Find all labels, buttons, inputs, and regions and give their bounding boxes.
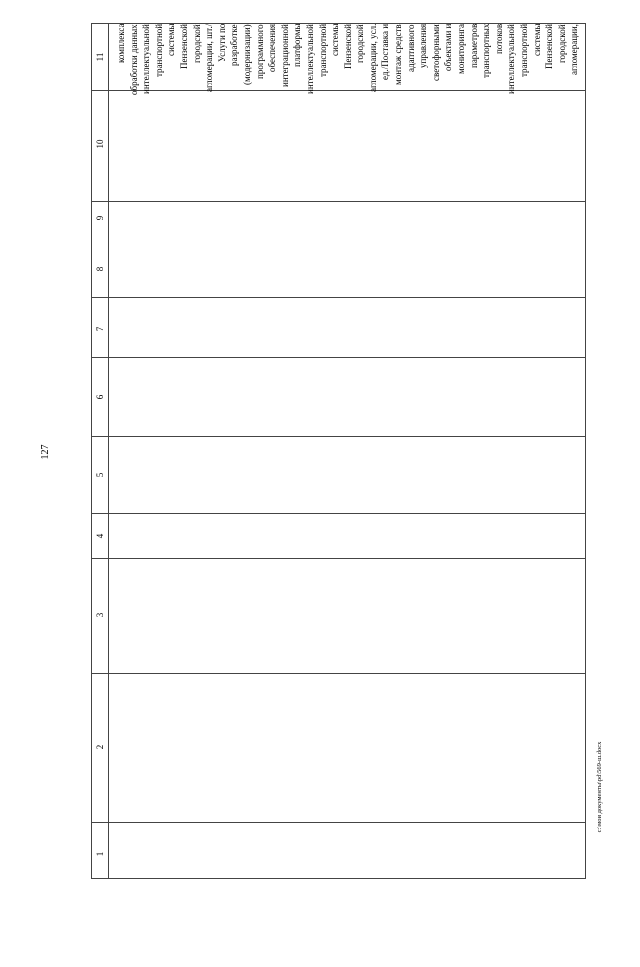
col10-line: системы: [531, 24, 542, 57]
col10-line: программного: [254, 24, 265, 79]
col10-line: городской: [191, 24, 202, 63]
col10-line: транспортной: [153, 24, 164, 78]
col10-line: агломерации,: [569, 24, 580, 75]
col10-line: (модернизации): [241, 24, 252, 85]
col10-line: транспортных: [481, 24, 492, 79]
col-header-1: 1: [95, 851, 105, 857]
col-header-2: 2: [95, 744, 105, 750]
col10-line: обработки данных: [128, 24, 139, 95]
col10-line: комплекса: [116, 24, 126, 64]
col10-line: параметров: [468, 24, 479, 69]
col10-line: системы: [166, 24, 177, 57]
col-header-5: 5: [95, 472, 105, 478]
col10-line: системы: [330, 24, 341, 57]
col10-line: мониторинга: [456, 24, 467, 74]
file-path-footer: c:\мои документы\pd\569-ш.docx: [596, 741, 603, 833]
col10-line: светофорными: [430, 24, 441, 81]
col10-line: монтаж средств: [393, 24, 404, 85]
col10-text: [110, 24, 592, 134]
col10-line: Пензенской: [178, 24, 189, 69]
col-header-3: 3: [95, 612, 105, 618]
col-header-11: 11: [95, 52, 105, 62]
col10-line: интеллектуальной: [506, 24, 517, 94]
col-header-10: 10: [95, 139, 105, 149]
col10-line: интеллектуальной: [141, 24, 152, 94]
col10-line: Пензенской: [342, 24, 353, 69]
col10-line: агломерации, шт./: [204, 24, 215, 93]
col10-line: потоков: [493, 24, 504, 55]
col10-line: городской: [556, 24, 567, 63]
col10-line: ед./Поставка и: [380, 24, 391, 81]
col10-line: обеспечения: [267, 24, 278, 73]
col-header-7: 7: [95, 326, 105, 332]
col10-line: транспортной: [519, 24, 529, 78]
col10-line: Пензенской: [544, 24, 555, 69]
rotated-table: [91, 23, 586, 879]
col10-line: интеграционной: [279, 24, 290, 87]
col10-line: агломерации, усл.: [367, 24, 378, 93]
col10-line: адаптивного: [405, 24, 416, 72]
col10-line: Услуги по: [216, 24, 227, 63]
col10-line: объектами и: [443, 24, 454, 72]
col-header-6: 6: [95, 394, 105, 400]
col-header-4: 4: [95, 533, 105, 539]
col10-line: платформы: [292, 24, 303, 68]
col10-line: интеллектуальной: [304, 24, 315, 94]
page-number: 127: [40, 444, 51, 460]
col10-line: управления: [418, 24, 429, 69]
col10-line: разработке: [229, 24, 240, 66]
col-header-9: 9: [95, 215, 105, 221]
col10-line: транспортной: [317, 24, 328, 78]
col10-line: городской: [355, 24, 366, 63]
col-header-8: 8: [95, 266, 105, 272]
